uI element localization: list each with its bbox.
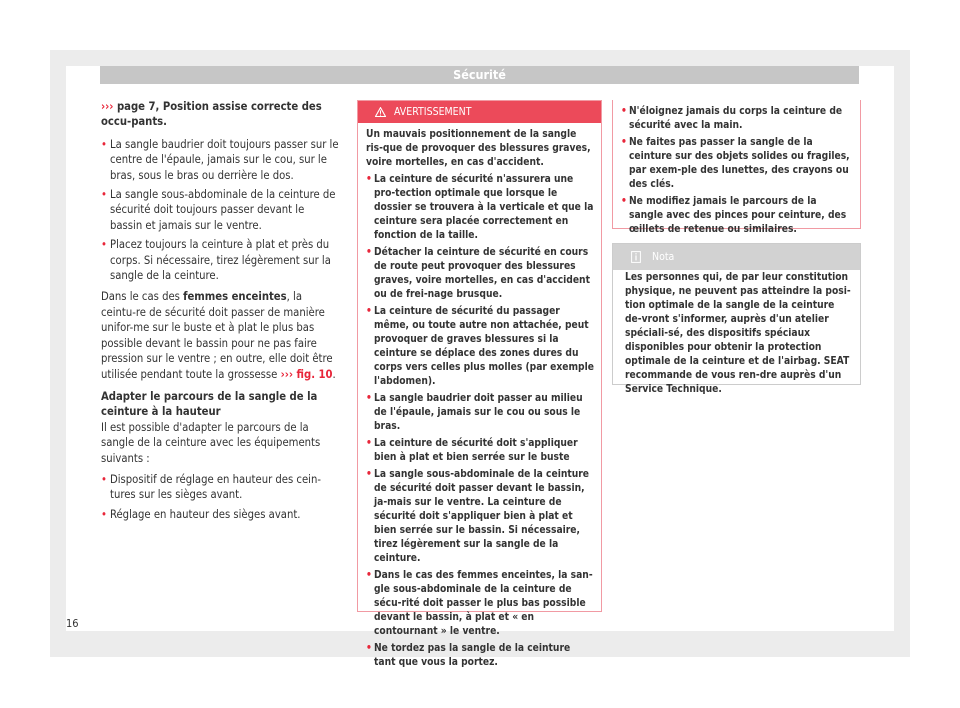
section-text: Il est possible d'adapter le parcours de la sangle de la ceinture avec les équipements suivants : [101,420,321,465]
warning-continuation-body [613,100,860,237]
figure-link[interactable]: ››› fig. 10 [280,367,333,381]
reference-text: page 7, Position assise correcte des occu-pants. [101,100,322,129]
warning-item: • Dans le cas des femmes enceintes, la san-gle sous-abdominale de la ceinture de sécu-rité doit passer le plus bas possible devant le bassin, à plat et « en contournant » le ventre. [366,569,594,639]
warning-body [358,123,601,670]
note-title: Nota [652,251,675,263]
pregnancy-paragraph [101,289,339,381]
page-reference[interactable] [101,99,339,130]
warning-header [358,101,601,123]
warning-title: AVERTISSEMENT [394,106,472,118]
list-item: • La sangle baudrier doit toujours passer sur le centre de l'épaule, jamais sur le cou, sur le bras, sous le bras ou derrière le dos. [101,137,339,183]
warning-item: • La ceinture de sécurité doit s'appliquer bien à plat et bien serrée sur le buste [366,437,594,465]
reference-arrows: ››› [101,100,114,113]
section-heading: Adapter le parcours de la sangle de la ceinture à la hauteur [101,389,318,419]
paragraph-text: , la ceintu-re de sécurité doit passer de manière unifor-me sur le buste et à plat le plus bas possible devant le bassin pour ne pas faire pression sur le ventre ; en outre, elle doit être utilisée pendant toute la grossesse [101,290,333,381]
paragraph-text: Dans le cas des [101,290,184,304]
warning-item: • Ne tordez pas la sangle de la ceinture tant que vous la portez. [366,642,594,670]
warning-item: • La ceinture de sécurité du passager même, ou toute autre non attachée, peut provoquer de graves blessures si la ceinture se déplace des zones dures du corps vers celles plus molles (par exemple l'abdomen). [366,305,594,389]
page-number: 16 [66,617,79,630]
note-box [612,243,861,395]
warning-item: • Ne modifiez jamais le parcours de la sangle avec des pinces pour ceinture, des œillets de retenue ou similaires. [621,195,853,237]
note-header [613,244,860,270]
left-column [101,99,339,526]
warning-item: • La ceinture de sécurité n'assurera une pro-tection optimale que lorsque le dossier se trouvera à la verticale et que la ceinture sera placée correctement en fonction de la taille. [366,173,594,243]
warning-item: • Détacher la ceinture de sécurité en cours de route peut provoquer des blessures graves, voire mortelles, en cas d'accident ou de frei-nage brusque. [366,246,594,302]
paragraph-emphasis: femmes enceintes [183,290,287,304]
warning-triangle-icon [375,107,386,117]
list-item: • Placez toujours la ceinture à plat et près du corps. Si nécessaire, tirez légèrement sur la sangle de la ceinture. [101,237,339,283]
warning-item: • La sangle sous-abdominale de la ceinture de sécurité doit passer devant le bassin, ja-mais sur le ventre. La ceinture de sécurité doit s'appliquer bien à plat et bien serrée sur le bassin. Si nécessaire, tirez légèrement sur la sangle de la ceinture. [366,468,594,566]
list-item: • Réglage en hauteur des sièges avant. [101,507,339,522]
note-body: Les personnes qui, de par leur constitution physique, ne peuvent pas atteindre la posi-tion optimale de la sangle de la ceinture de-vront s'informer, auprès d'un atelier spéciali-sé, des dispositifs spéciaux disponibles pour obtenir la protection optimale de la ceinture et de l'airbag. SEAT recommande de vous ren-dre auprès d'un Service Technique. [625,272,851,395]
warning-box [357,100,602,668]
list-item: • La sangle sous-abdominale de la ceinture de sécurité doit toujours passer devant le bassin et jamais sur le ventre. [101,187,339,233]
info-icon [631,251,641,263]
warning-item: • La sangle baudrier doit passer au milieu de l'épaule, jamais sur le cou ou sous le bras. [366,392,594,434]
warning-item: • Ne faites pas passer la sangle de la ceinture sur des objets solides ou fragiles, par exem-ple des lunettes, des crayons ou des clés. [621,136,853,192]
paragraph-end: . [332,367,336,381]
warning-intro: Un mauvais positionnement de la sangle ris-que de provoquer des blessures graves, voire mortelles, en cas d'accident. [366,129,591,168]
warning-continuation-box [612,100,861,235]
list-item: • Dispositif de réglage en hauteur des cein-tures sur les sièges avant. [101,472,339,503]
section-header: Sécurité [100,66,859,84]
warning-item: • N'éloignez jamais du corps la ceinture de sécurité avec la main. [621,105,853,133]
